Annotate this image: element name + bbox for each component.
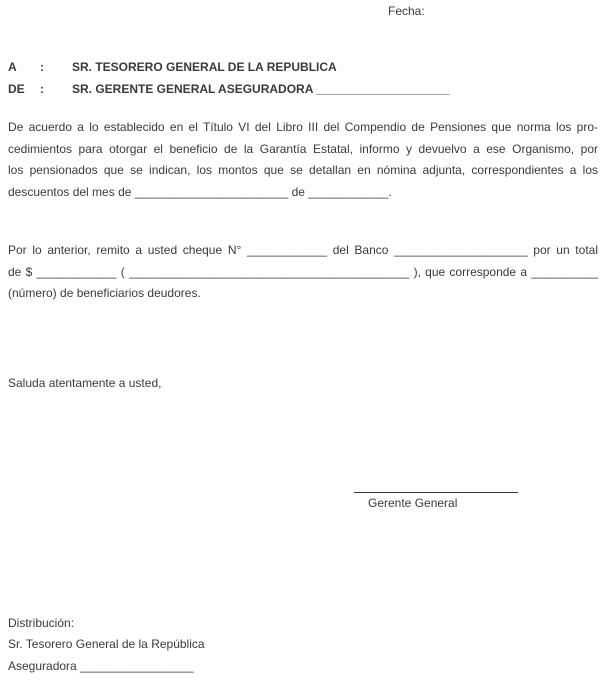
sender-label: DE <box>8 81 25 96</box>
recipient-row <box>8 57 568 79</box>
recipient-label: A <box>8 60 17 74</box>
date-label: Fecha: <box>388 4 425 18</box>
distribution-heading: Distribución: <box>8 616 75 630</box>
paragraph-line-amount-blank: de $ ____________ ( __________________________________________ ), que corresponde a __________ <box>8 264 598 279</box>
paragraph-line: cedimientos para otorgar el beneficio de la Garantía Estatal, informo y devuelvo a ese Organismo, por <box>8 141 598 156</box>
closing-salutation: Saluda atentamente a usted, <box>8 376 162 390</box>
sender-row <box>8 79 568 101</box>
paragraph-cheque-details <box>8 240 598 305</box>
paragraph-line: (número) de beneficiarios deudores. <box>8 286 201 301</box>
address-header <box>8 57 568 100</box>
distribution-block <box>8 613 205 677</box>
paragraph-line-cheque-blank: Por lo anterior, remito a usted cheque N° ____________ del Banco ____________________ por un total <box>8 243 598 257</box>
paragraph-legal-basis <box>8 117 598 203</box>
distribution-item-aseguradora: Aseguradora _________________ <box>8 658 194 673</box>
signature-line <box>354 492 518 493</box>
recipient-name: SR. TESORERO GENERAL DE LA REPUBLICA <box>72 60 337 74</box>
sender-name: SR. GERENTE GENERAL ASEGURADORA ____________________ <box>72 81 450 96</box>
paragraph-line: De acuerdo a lo establecido en el Título VI del Libro III del Compendio de Pensiones que norma los pro- <box>8 120 598 134</box>
distribution-item-tesorero: Sr. Tesorero General de la República <box>8 637 205 652</box>
signature-title: Gerente General <box>368 496 458 510</box>
sender-colon: : <box>40 81 44 96</box>
paragraph-line: los pensionados que se indican, los montos que se detallan en nómina adjunta, correspondientes a los <box>8 163 598 178</box>
paragraph-line-month-blank: descuentos del mes de _______________________ de ____________. <box>8 184 392 199</box>
recipient-colon: : <box>40 60 44 74</box>
